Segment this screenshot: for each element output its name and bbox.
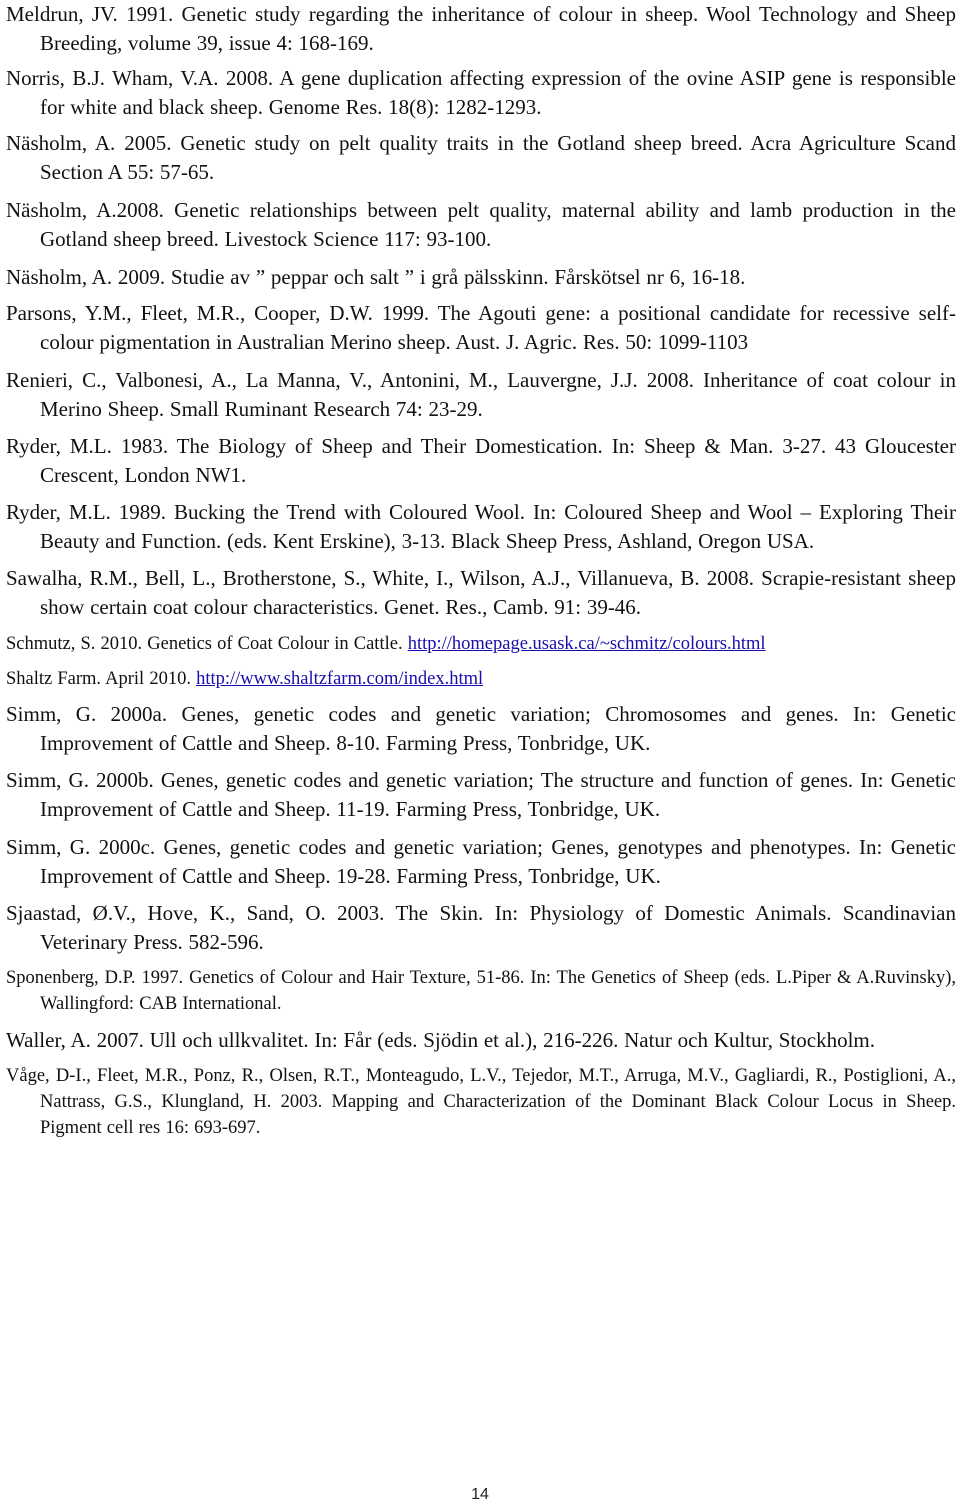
reference-text: Näsholm, A. 2005. Genetic study on pelt quality traits in the Gotland sheep breed. Acra Agriculture Scand Section A 55: 57-65. (6, 131, 956, 184)
reference-entry (6, 129, 956, 187)
reference-text: Näsholm, A.2008. Genetic relationships between pelt quality, maternal ability and lamb production in the Gotland sheep breed. Livestock Science 117: 93-100. (6, 198, 956, 251)
reference-entry (6, 366, 956, 424)
reference-entry (6, 263, 956, 292)
reference-text: Schmutz, S. 2010. Genetics of Coat Colour in Cattle. (6, 634, 408, 654)
reference-entry (6, 564, 956, 622)
reference-entry (6, 700, 956, 758)
reference-text: Våge, D-I., Fleet, M.R., Ponz, R., Olsen, R.T., Monteagudo, L.V., Tejedor, M.T., Arruga, M.V., Gagliardi, R., Postiglioni, A., Nattrass, G.S., Klungland, H. 2003. Mapping and Characterization of the Dominant Black Colour Locus in Sheep. Pigment cell res 16: 693-697. (6, 1066, 956, 1138)
reference-entry (6, 299, 956, 357)
reference-text: Shaltz Farm. April 2010. (6, 669, 197, 689)
reference-entry (6, 965, 956, 1017)
reference-text: Ryder, M.L. 1983. The Biology of Sheep and Their Domestication. In: Sheep & Man. 3-27. 43 Gloucester Crescent, London NW1. (6, 434, 956, 487)
reference-entry (6, 0, 956, 58)
reference-text: Meldrun, JV. 1991. Genetic study regarding the inheritance of colour in sheep. Wool Technology and Sheep Breeding, volume 39, issue 4: 168-169. (6, 2, 956, 55)
reference-text: Waller, A. 2007. Ull och ullkvalitet. In: Får (eds. Sjödin et al.), 216-226. Natur och Kultur, Stockholm. (6, 1028, 875, 1052)
reference-text: Renieri, C., Valbonesi, A., La Manna, V., Antonini, M., Lauvergne, J.J. 2008. Inheritance of coat colour in Merino Sheep. Small Ruminant Research 74: 23-29. (6, 368, 956, 421)
reference-link[interactable]: http://homepage.usask.ca/~schmitz/colours.html (407, 634, 766, 654)
reference-text: Sawalha, R.M., Bell, L., Brotherstone, S., White, I., Wilson, A.J., Villanueva, B. 2008. Scrapie-resistant sheep show certain coat colour characteristics. Genet. Res., Camb. 91: 39-46. (6, 566, 956, 619)
reference-text: Näsholm, A. 2009. Studie av ” peppar och salt ” i grå pälsskinn. Fårskötsel nr 6, 16-18. (6, 265, 746, 289)
reference-text: Sjaastad, Ø.V., Hove, K., Sand, O. 2003. The Skin. In: Physiology of Domestic Animals. Scandinavian Veterinary Press. 582-596. (6, 901, 956, 954)
reference-text: Sponenberg, D.P. 1997. Genetics of Colour and Hair Texture, 51-86. In: The Genetics of Sheep (eds. L.Piper & A.Ruvinsky), Wallingford: CAB International. (6, 968, 956, 1014)
reference-entry (6, 631, 956, 657)
reference-entry (6, 498, 956, 556)
reference-entry (6, 64, 956, 122)
page-number: 14 (471, 1486, 489, 1503)
reference-text: Parsons, Y.M., Fleet, M.R., Cooper, D.W. 1999. The Agouti gene: a positional candidate for recessive self-colour pigmentation in Australian Merino sheep. Aust. J. Agric. Res. 50: 1099-1103 (6, 301, 956, 354)
reference-text: Simm, G. 2000b. Genes, genetic codes and genetic variation; The structure and function of genes. In: Genetic Improvement of Cattle and Sheep. 11-19. Farming Press, Tonbridge, UK. (6, 768, 956, 821)
reference-text: Simm, G. 2000c. Genes, genetic codes and genetic variation; Genes, genotypes and phenotypes. In: Genetic Improvement of Cattle and Sheep. 19-28. Farming Press, Tonbridge, UK. (6, 835, 956, 888)
reference-link[interactable]: http://www.shaltzfarm.com/index.html (196, 669, 484, 689)
reference-text: Norris, B.J. Wham, V.A. 2008. A gene duplication affecting expression of the ovine ASIP gene is responsible for white and black sheep. Genome Res. 18(8): 1282-1293. (6, 66, 956, 119)
reference-text: Ryder, M.L. 1989. Bucking the Trend with Coloured Wool. In: Coloured Sheep and Wool – Exploring Their Beauty and Function. (eds. Kent Erskine), 3-13. Black Sheep Press, Ashland, Oregon USA. (6, 500, 956, 553)
reference-entry (6, 1063, 956, 1141)
reference-entry (6, 899, 956, 957)
reference-entry (6, 1026, 956, 1055)
reference-entry (6, 766, 956, 824)
reference-entry (6, 432, 956, 490)
reference-text: Simm, G. 2000a. Genes, genetic codes and genetic variation; Chromosomes and genes. In: Genetic Improvement of Cattle and Sheep. 8-10. Farming Press, Tonbridge, UK. (6, 702, 956, 755)
reference-entry (6, 196, 956, 254)
reference-entry (6, 833, 956, 891)
reference-entry (6, 666, 956, 692)
reference-list (6, 0, 956, 1141)
